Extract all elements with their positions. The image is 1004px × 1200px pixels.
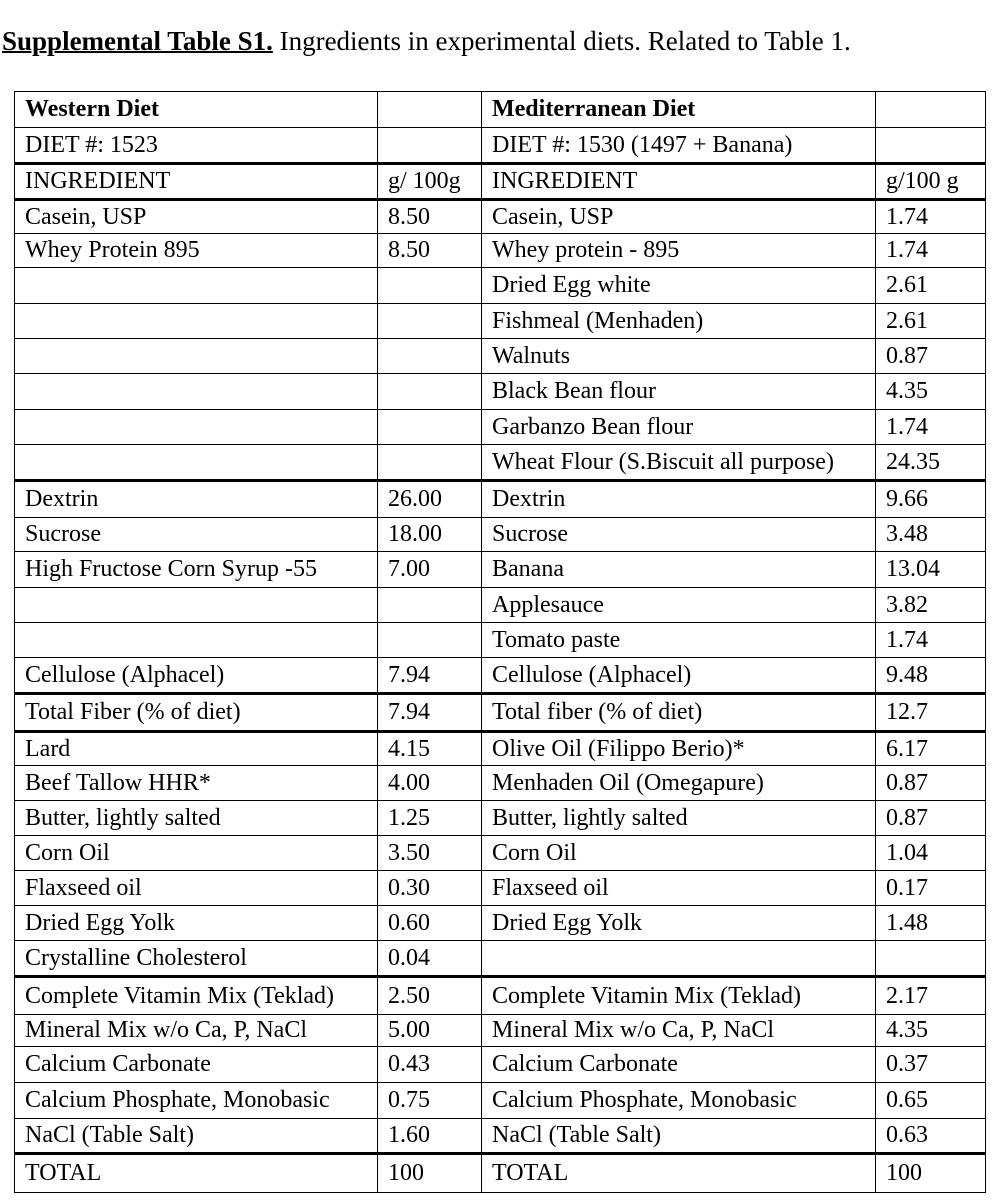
ingredients-table bbox=[14, 91, 986, 1193]
western-value bbox=[378, 268, 482, 304]
diet-title-row bbox=[15, 92, 986, 128]
table-row bbox=[15, 941, 986, 977]
western-ingredient: Flaxseed oil bbox=[15, 871, 378, 906]
western-value: 7.94 bbox=[378, 694, 482, 732]
table-row bbox=[15, 694, 986, 732]
table-row bbox=[15, 445, 986, 481]
table-row bbox=[15, 623, 986, 658]
mediterranean-ingredient: Tomato paste bbox=[482, 623, 876, 658]
mediterranean-ingredient: Flaxseed oil bbox=[482, 871, 876, 906]
empty-cell bbox=[876, 128, 986, 164]
western-value: 7.94 bbox=[378, 658, 482, 694]
mediterranean-value: 4.35 bbox=[876, 374, 986, 410]
table-row bbox=[15, 658, 986, 694]
western-ingredient: High Fructose Corn Syrup -55 bbox=[15, 552, 378, 588]
mediterranean-ingredient: Corn Oil bbox=[482, 836, 876, 871]
western-ingredient: Dextrin bbox=[15, 481, 378, 518]
mediterranean-value: 2.61 bbox=[876, 268, 986, 304]
mediterranean-ingredient: Applesauce bbox=[482, 588, 876, 623]
table-row bbox=[15, 339, 986, 374]
mediterranean-ingredient: NaCl (Table Salt) bbox=[482, 1119, 876, 1154]
western-value: 2.50 bbox=[378, 977, 482, 1015]
table-row bbox=[15, 1119, 986, 1154]
western-ingredient: Beef Tallow HHR* bbox=[15, 766, 378, 801]
mediterranean-value: 24.35 bbox=[876, 445, 986, 481]
empty-cell bbox=[378, 128, 482, 164]
mediterranean-value: 4.35 bbox=[876, 1015, 986, 1047]
western-value: 5.00 bbox=[378, 1015, 482, 1047]
mediterranean-ingredient: Banana bbox=[482, 552, 876, 588]
table-row bbox=[15, 410, 986, 445]
western-ingredient: NaCl (Table Salt) bbox=[15, 1119, 378, 1154]
table-row bbox=[15, 552, 986, 588]
table-row bbox=[15, 732, 986, 766]
mediterranean-ingredient: Dried Egg Yolk bbox=[482, 906, 876, 941]
western-ingredient: Casein, USP bbox=[15, 200, 378, 234]
mediterranean-ingredient: Olive Oil (Filippo Berio)* bbox=[482, 732, 876, 766]
mediterranean-value: 1.04 bbox=[876, 836, 986, 871]
western-ingredient-header: INGREDIENT bbox=[15, 164, 378, 200]
mediterranean-ingredient: Black Bean flour bbox=[482, 374, 876, 410]
mediterranean-ingredient: Walnuts bbox=[482, 339, 876, 374]
western-unit-header: g/ 100g bbox=[378, 164, 482, 200]
table-row bbox=[15, 200, 986, 234]
mediterranean-ingredient: Dextrin bbox=[482, 481, 876, 518]
mediterranean-value: 12.7 bbox=[876, 694, 986, 732]
western-value: 18.00 bbox=[378, 518, 482, 552]
western-value: 4.00 bbox=[378, 766, 482, 801]
western-ingredient: Calcium Phosphate, Monobasic bbox=[15, 1083, 378, 1119]
western-value: 0.04 bbox=[378, 941, 482, 977]
empty-cell bbox=[876, 92, 986, 128]
mediterranean-ingredient: Butter, lightly salted bbox=[482, 801, 876, 836]
western-value: 0.43 bbox=[378, 1047, 482, 1083]
mediterranean-ingredient: Calcium Carbonate bbox=[482, 1047, 876, 1083]
table-row bbox=[15, 977, 986, 1015]
table-row bbox=[15, 1047, 986, 1083]
western-value bbox=[378, 623, 482, 658]
western-ingredient: Sucrose bbox=[15, 518, 378, 552]
western-value: 0.60 bbox=[378, 906, 482, 941]
western-value: 1.60 bbox=[378, 1119, 482, 1154]
mediterranean-value: 1.74 bbox=[876, 623, 986, 658]
caption-label: Supplemental Table S1. bbox=[2, 26, 273, 56]
mediterranean-value: 2.61 bbox=[876, 304, 986, 339]
western-value: 8.50 bbox=[378, 234, 482, 268]
western-value: 8.50 bbox=[378, 200, 482, 234]
mediterranean-ingredient: Garbanzo Bean flour bbox=[482, 410, 876, 445]
western-ingredient bbox=[15, 445, 378, 481]
table-row bbox=[15, 481, 986, 518]
table-row bbox=[15, 374, 986, 410]
mediterranean-ingredient bbox=[482, 941, 876, 977]
table-caption bbox=[2, 26, 851, 57]
western-ingredient: Corn Oil bbox=[15, 836, 378, 871]
western-ingredient: Crystalline Cholesterol bbox=[15, 941, 378, 977]
western-ingredient: TOTAL bbox=[15, 1154, 378, 1193]
mediterranean-value: 0.37 bbox=[876, 1047, 986, 1083]
mediterranean-ingredient: Dried Egg white bbox=[482, 268, 876, 304]
mediterranean-value bbox=[876, 941, 986, 977]
mediterranean-value: 1.74 bbox=[876, 234, 986, 268]
western-ingredient bbox=[15, 268, 378, 304]
diet-number-row bbox=[15, 128, 986, 164]
western-ingredient bbox=[15, 623, 378, 658]
western-value: 3.50 bbox=[378, 836, 482, 871]
western-ingredient bbox=[15, 588, 378, 623]
mediterranean-ingredient: Fishmeal (Menhaden) bbox=[482, 304, 876, 339]
mediterranean-ingredient: Sucrose bbox=[482, 518, 876, 552]
western-ingredient: Total Fiber (% of diet) bbox=[15, 694, 378, 732]
mediterranean-value: 0.65 bbox=[876, 1083, 986, 1119]
mediterranean-ingredient: Calcium Phosphate, Monobasic bbox=[482, 1083, 876, 1119]
western-ingredient bbox=[15, 339, 378, 374]
mediterranean-ingredient: Total fiber (% of diet) bbox=[482, 694, 876, 732]
table-row bbox=[15, 588, 986, 623]
western-value bbox=[378, 374, 482, 410]
western-value: 0.75 bbox=[378, 1083, 482, 1119]
mediterranean-value: 3.48 bbox=[876, 518, 986, 552]
table-row bbox=[15, 801, 986, 836]
table-row bbox=[15, 836, 986, 871]
western-value bbox=[378, 445, 482, 481]
western-value bbox=[378, 588, 482, 623]
western-ingredient: Complete Vitamin Mix (Teklad) bbox=[15, 977, 378, 1015]
mediterranean-value: 0.63 bbox=[876, 1119, 986, 1154]
western-ingredient: Lard bbox=[15, 732, 378, 766]
caption-text: Ingredients in experimental diets. Related to Table 1. bbox=[272, 26, 851, 56]
western-diet-number: DIET #: 1523 bbox=[15, 128, 378, 164]
mediterranean-ingredient: Complete Vitamin Mix (Teklad) bbox=[482, 977, 876, 1015]
column-header-row bbox=[15, 164, 986, 200]
table-row bbox=[15, 1015, 986, 1047]
mediterranean-value: 0.87 bbox=[876, 801, 986, 836]
table-row bbox=[15, 871, 986, 906]
western-value bbox=[378, 410, 482, 445]
western-value: 100 bbox=[378, 1154, 482, 1193]
western-value bbox=[378, 339, 482, 374]
western-ingredient: Calcium Carbonate bbox=[15, 1047, 378, 1083]
mediterranean-value: 1.74 bbox=[876, 200, 986, 234]
mediterranean-value: 9.66 bbox=[876, 481, 986, 518]
western-value: 7.00 bbox=[378, 552, 482, 588]
western-ingredient bbox=[15, 374, 378, 410]
mediterranean-value: 13.04 bbox=[876, 552, 986, 588]
mediterranean-ingredient: Menhaden Oil (Omegapure) bbox=[482, 766, 876, 801]
western-ingredient: Mineral Mix w/o Ca, P, NaCl bbox=[15, 1015, 378, 1047]
table-row bbox=[15, 518, 986, 552]
mediterranean-ingredient: Mineral Mix w/o Ca, P, NaCl bbox=[482, 1015, 876, 1047]
mediterranean-value: 0.87 bbox=[876, 766, 986, 801]
western-ingredient bbox=[15, 304, 378, 339]
table-row bbox=[15, 268, 986, 304]
table-row bbox=[15, 1154, 986, 1193]
table-row bbox=[15, 766, 986, 801]
table-row bbox=[15, 234, 986, 268]
mediterranean-value: 1.74 bbox=[876, 410, 986, 445]
table-row bbox=[15, 1083, 986, 1119]
mediterranean-diet-number: DIET #: 1530 (1497 + Banana) bbox=[482, 128, 876, 164]
mediterranean-value: 100 bbox=[876, 1154, 986, 1193]
western-diet-title: Western Diet bbox=[15, 92, 378, 128]
mediterranean-value: 3.82 bbox=[876, 588, 986, 623]
western-value: 1.25 bbox=[378, 801, 482, 836]
mediterranean-ingredient-header: INGREDIENT bbox=[482, 164, 876, 200]
western-value: 0.30 bbox=[378, 871, 482, 906]
empty-cell bbox=[378, 92, 482, 128]
western-value: 26.00 bbox=[378, 481, 482, 518]
western-ingredient: Whey Protein 895 bbox=[15, 234, 378, 268]
western-ingredient: Cellulose (Alphacel) bbox=[15, 658, 378, 694]
table-row bbox=[15, 304, 986, 339]
mediterranean-unit-header: g/100 g bbox=[876, 164, 986, 200]
western-value bbox=[378, 304, 482, 339]
mediterranean-value: 6.17 bbox=[876, 732, 986, 766]
western-ingredient: Dried Egg Yolk bbox=[15, 906, 378, 941]
mediterranean-ingredient: Wheat Flour (S.Biscuit all purpose) bbox=[482, 445, 876, 481]
mediterranean-ingredient: Whey protein - 895 bbox=[482, 234, 876, 268]
mediterranean-value: 0.87 bbox=[876, 339, 986, 374]
table-row bbox=[15, 906, 986, 941]
mediterranean-value: 0.17 bbox=[876, 871, 986, 906]
mediterranean-diet-title: Mediterranean Diet bbox=[482, 92, 876, 128]
mediterranean-value: 1.48 bbox=[876, 906, 986, 941]
mediterranean-value: 9.48 bbox=[876, 658, 986, 694]
western-ingredient: Butter, lightly salted bbox=[15, 801, 378, 836]
mediterranean-ingredient: TOTAL bbox=[482, 1154, 876, 1193]
mediterranean-ingredient: Cellulose (Alphacel) bbox=[482, 658, 876, 694]
mediterranean-ingredient: Casein, USP bbox=[482, 200, 876, 234]
western-value: 4.15 bbox=[378, 732, 482, 766]
western-ingredient bbox=[15, 410, 378, 445]
mediterranean-value: 2.17 bbox=[876, 977, 986, 1015]
